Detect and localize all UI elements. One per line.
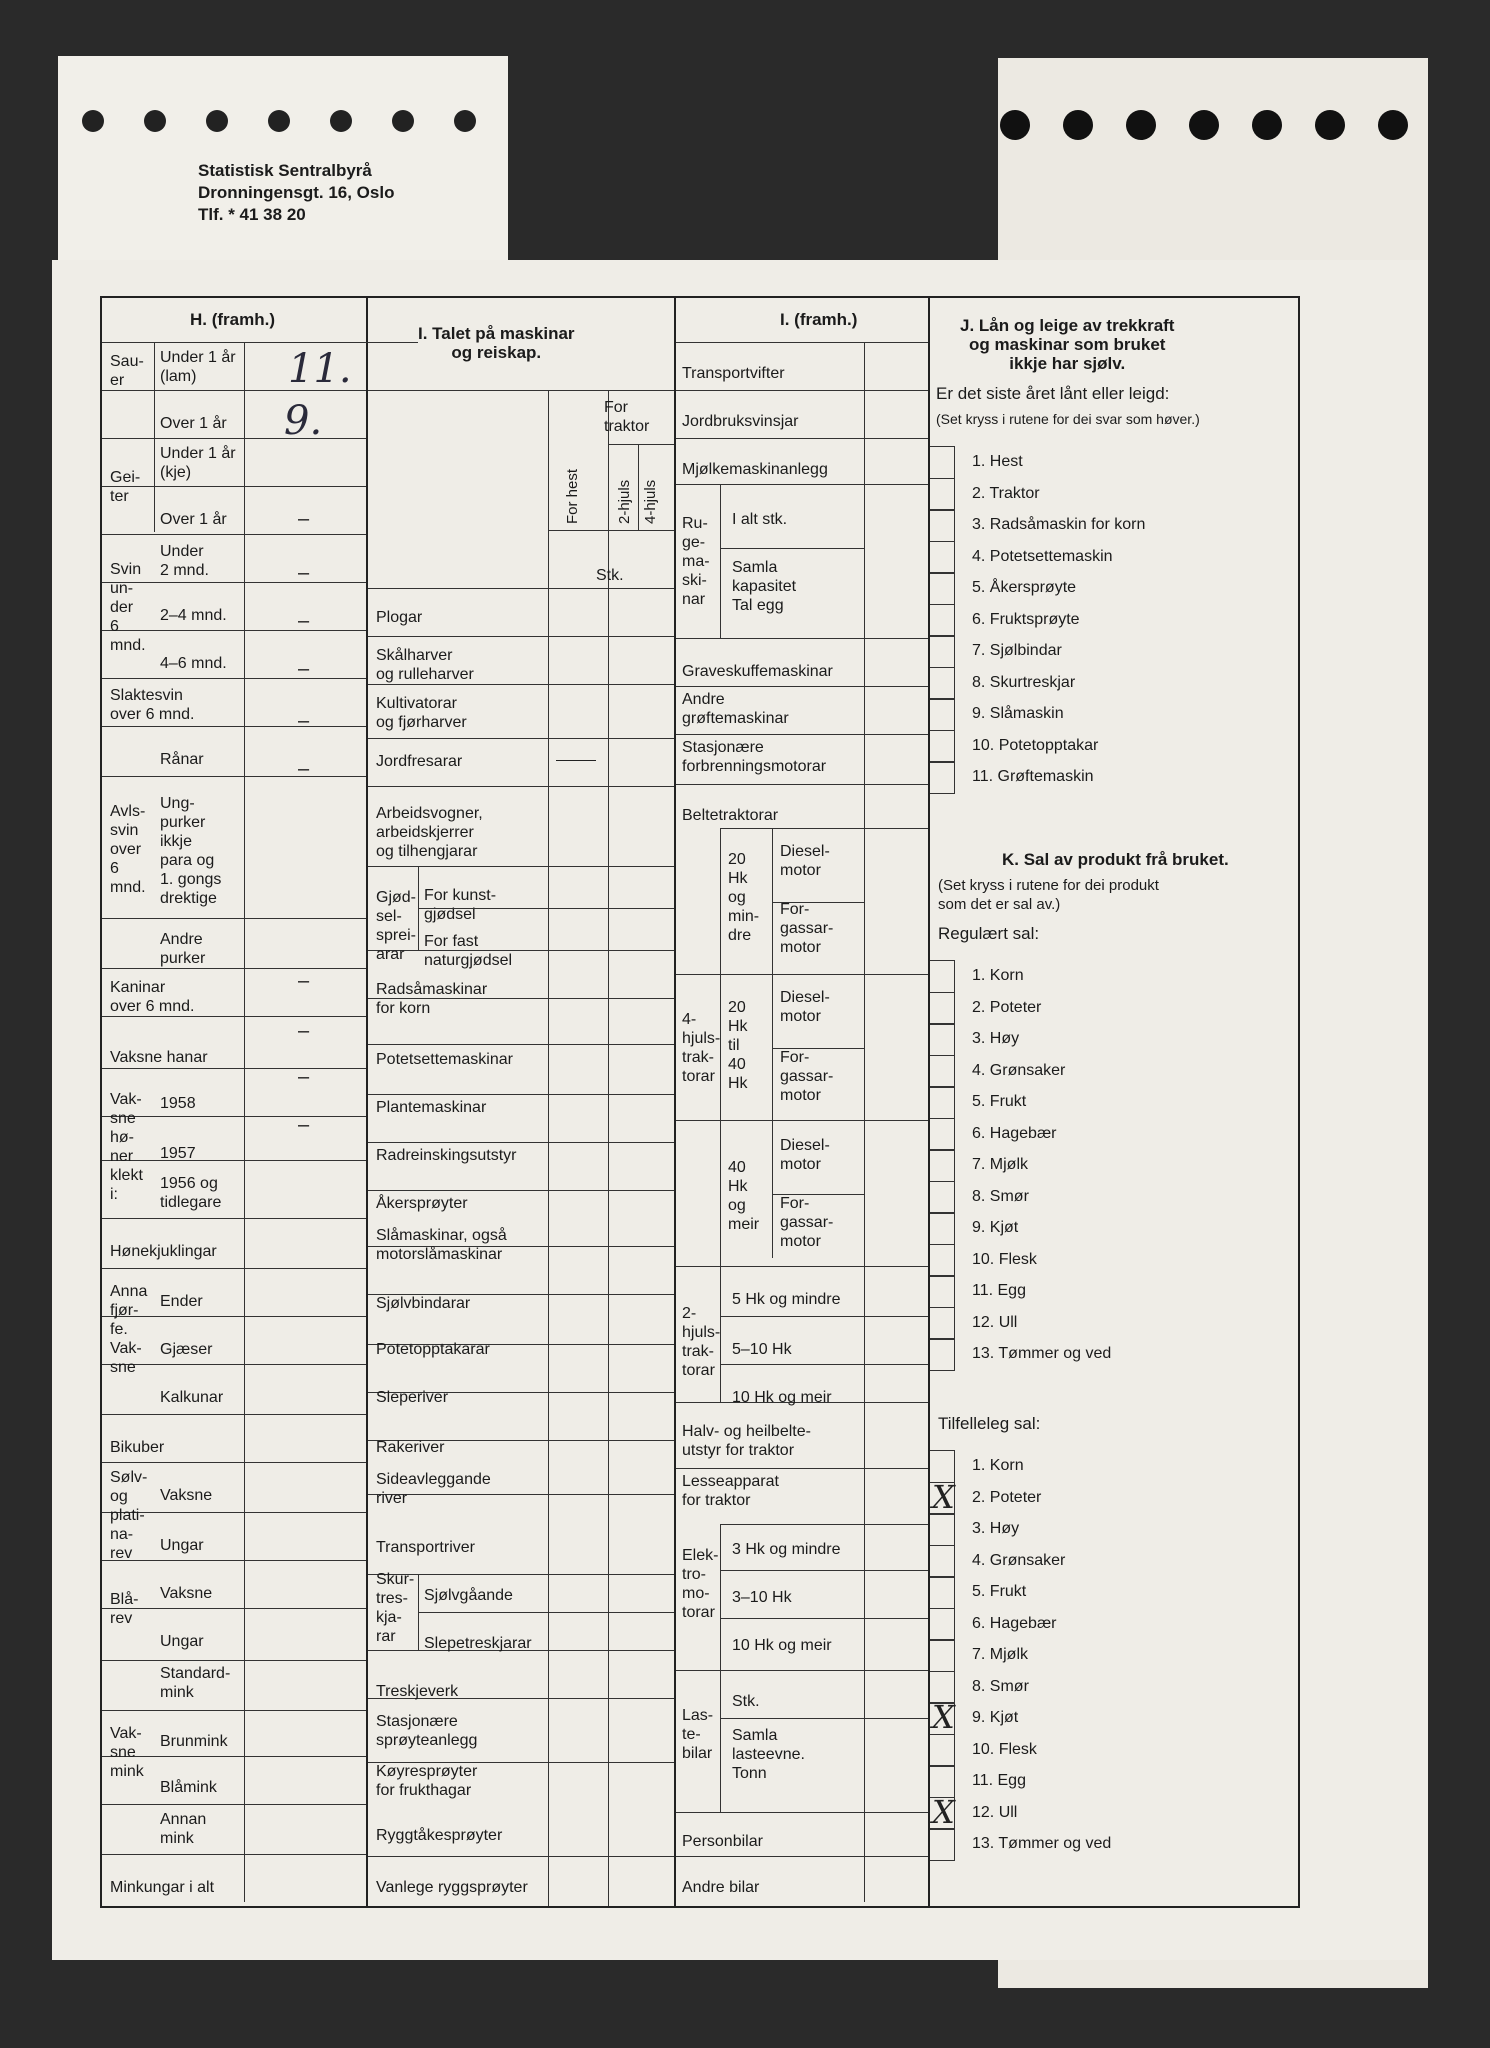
label-kaninar: Kaninar over 6 mnd. <box>110 979 195 1015</box>
label-k-occasional-12: 12. Ull <box>972 1803 1018 1821</box>
label-hoener: Vak- sne hø- ner klekt i: <box>110 1091 143 1203</box>
label-personbilar: Personbilar <box>682 1833 763 1850</box>
label-k-occasional-2: 2. Poteter <box>972 1488 1042 1506</box>
row-divider <box>720 828 928 829</box>
label-blaamink: Blåmink <box>160 1779 217 1796</box>
label-4-hjuls: 4-hjuls <box>642 479 659 524</box>
label-j-8: 8. Skurtreskjar <box>972 673 1076 691</box>
label-for-traktor: For traktor <box>604 399 650 435</box>
label-k-occasional-5: 5. Frukt <box>972 1583 1027 1600</box>
label-k-regular-5: 5. Frukt <box>972 1093 1027 1110</box>
value-dash: – <box>298 562 310 584</box>
label-j-9: 9. Slåmaskin <box>972 705 1064 722</box>
label-raanar: Rånar <box>160 751 204 768</box>
label-solv-ungar: Ungar <box>160 1537 204 1554</box>
value-dash: – <box>298 508 310 530</box>
row-divider <box>102 1414 366 1415</box>
label-for-hest: For hest <box>564 468 581 524</box>
row-divider <box>102 534 366 535</box>
column-divider <box>720 484 721 638</box>
label-machine2-5: Slåmaskinar, også motorslåmaskinar <box>376 1227 507 1263</box>
row-divider <box>368 588 674 589</box>
label-machine2-7: Potetopptakarar <box>376 1341 490 1358</box>
label-k-regular-13: 13. Tømmer og ved <box>972 1345 1112 1362</box>
column-divider <box>154 342 155 532</box>
section-k-note: (Set kryss i rutene for dei produkt som det er sal av.) <box>938 877 1159 913</box>
stamp-phone: Tlf. * 41 38 20 <box>198 205 306 224</box>
row-divider <box>102 1710 366 1711</box>
label-blaa-ungar: Ungar <box>160 1633 204 1650</box>
label-solv-vaksne: Vaksne <box>160 1487 213 1504</box>
label-machine2-10: Sideavleggande river <box>376 1471 491 1507</box>
label-k-occasional-6: 6. Hagebær <box>972 1614 1057 1632</box>
label-avlssvin: Avls- svin over 6 mnd. <box>110 803 146 896</box>
punch-holes-right <box>1000 110 1441 140</box>
punch-hole <box>1126 110 1156 140</box>
row-divider <box>102 1854 366 1855</box>
label-solvrev: Sølv- og plati- na- rev <box>110 1469 148 1562</box>
label-machine3-3: Ryggtåkesprøyter <box>376 1827 503 1844</box>
label-machine-1: Skålharver og rulleharver <box>376 647 474 683</box>
checkbox-k-occasional-6[interactable] <box>930 1608 955 1641</box>
label-k-occasional-7: 7. Mjølk <box>972 1646 1028 1663</box>
checkbox-k-regular-6[interactable] <box>930 1118 955 1151</box>
row-divider <box>368 684 674 685</box>
label-hk-3-10: 3–10 Hk <box>732 1589 792 1606</box>
punch-holes-left <box>82 110 516 132</box>
label-machine-0: Plogar <box>376 609 423 626</box>
row-divider <box>418 908 674 909</box>
checkbox-k-regular-2[interactable] <box>930 992 955 1025</box>
check-mark: X <box>932 1477 955 1516</box>
label-slaktesvin: Slaktesvin over 6 mnd. <box>110 687 195 723</box>
column-divider <box>548 390 549 1906</box>
label-machine2-8: Sleperiver <box>376 1389 449 1406</box>
label-beltetraktorar: Beltetraktorar <box>682 807 779 824</box>
row-divider <box>548 530 674 531</box>
label-lesseapparat: Lesseapparat for traktor <box>682 1473 779 1509</box>
row-divider <box>772 1194 864 1195</box>
label-stk: Stk. <box>596 567 624 584</box>
label-transportvifter: Transportvifter <box>682 365 785 382</box>
row-divider <box>102 968 366 969</box>
row-divider <box>368 1142 674 1143</box>
label-skurtreskjarar: Skur- tres- kja- rar <box>376 1571 415 1645</box>
row-divider <box>102 1016 366 1017</box>
label-svin-4-6: 4–6 mnd. <box>160 655 227 672</box>
value-dash: – <box>298 658 310 680</box>
label-for-kunstgjodsel: For kunst- gjødsel <box>424 887 497 923</box>
value-dash: – <box>298 1066 310 1088</box>
label-bikuber: Bikuber <box>110 1439 165 1456</box>
checkbox-k-occasional-3[interactable] <box>930 1513 955 1546</box>
label-j-2: 2. Traktor <box>972 484 1040 502</box>
punch-hole <box>1252 110 1282 140</box>
label-j-3: 3. Radsåmaskin for korn <box>972 516 1146 533</box>
punch-hole <box>1315 110 1345 140</box>
value-dash: – <box>298 758 310 780</box>
label-anna-fjorfe: Anna fjør- fe. Vak- sne <box>110 1283 148 1376</box>
section-j-header: J. Lån og leige av trekkraft og maskinar som bruket ikkje har sjølv. <box>960 316 1175 373</box>
checkbox-j-3[interactable] <box>930 509 955 542</box>
label-hoenekjuklingar: Hønekjuklingar <box>110 1243 217 1260</box>
header-divider <box>676 342 928 343</box>
label-geiter: Gei- ter <box>110 469 141 505</box>
label-machine2-1: Potetsettemaskinar <box>376 1051 513 1068</box>
checkbox-k-regular-1[interactable] <box>930 960 955 993</box>
label-k-regular-10: 10. Flesk <box>972 1250 1037 1268</box>
section-i-continued <box>676 298 928 1906</box>
checkbox-k-regular-5[interactable] <box>930 1086 955 1119</box>
label-for-naturgjodsel: For fast naturgjødsel <box>424 933 513 969</box>
label-vaksne-hanar: Vaksne hanar <box>110 1049 208 1066</box>
label-motor-0: Diesel- motor <box>780 843 830 879</box>
punch-hole <box>1378 110 1408 140</box>
punch-hole <box>144 110 166 132</box>
checkbox-k-occasional-10[interactable] <box>930 1734 955 1767</box>
value-dash: – <box>298 710 310 732</box>
label-blaarev: Blå- rev <box>110 1591 139 1627</box>
label-k-occasional-9: 9. Kjøt <box>972 1709 1019 1726</box>
checkbox-k-regular-4[interactable] <box>930 1055 955 1088</box>
section-j-k <box>930 298 1298 1906</box>
label-k-regular-4: 4. Grønsaker <box>972 1061 1066 1079</box>
label-sau-under-1: Under 1 år (lam) <box>160 349 236 385</box>
row-divider <box>676 1468 928 1469</box>
label-j-5: 5. Åkersprøyte <box>972 579 1077 596</box>
label-lastebilar: Las- te- bilar <box>682 1707 714 1762</box>
row-divider <box>676 1120 928 1121</box>
checkbox-j-5[interactable] <box>930 572 955 605</box>
section-h <box>102 298 366 1906</box>
label-i-alt-stk: I alt stk. <box>732 511 788 528</box>
value-sau-over-1: 9. <box>284 398 323 444</box>
punch-hole <box>1000 110 1030 140</box>
row-divider <box>676 1670 928 1671</box>
label-occasional-sale: Tilfelleleg sal: <box>938 1414 1041 1433</box>
row-divider <box>720 548 864 549</box>
label-ungpurker: Ung- purker ikkje para og 1. gongs drektige <box>160 795 222 907</box>
label-k-regular-2: 2. Poteter <box>972 998 1042 1016</box>
label-machine3-4: Vanlege ryggsprøyter <box>376 1879 528 1896</box>
label-andre-grofte: Andre grøftemaskinar <box>682 691 789 727</box>
label-mink: Vak- sne mink <box>110 1725 144 1780</box>
label-machine3-0: Treskjeverk <box>376 1683 459 1700</box>
label-stasjonaere: Stasjonære forbrenningsmotorar <box>682 739 827 775</box>
punch-hole <box>1189 110 1219 140</box>
label-andre-purker: Andre purker <box>160 931 206 967</box>
checkbox-j-6[interactable] <box>930 604 955 637</box>
row-divider <box>368 866 674 867</box>
value-dash: – <box>298 1020 310 1042</box>
row-divider <box>676 1856 928 1857</box>
punch-hole <box>454 110 476 132</box>
label-svin: Svin un- der 6 mnd. <box>110 561 146 654</box>
row-divider <box>720 1718 928 1719</box>
label-sauer: Sau- er <box>110 353 144 389</box>
row-divider <box>676 686 928 687</box>
label-hk-40: 40 Hk og meir <box>728 1159 760 1233</box>
label-k-regular-1: 1. Korn <box>972 967 1024 984</box>
label-k-occasional-10: 10. Flesk <box>972 1740 1037 1758</box>
label-4-hjuls-traktorar: 4- hjuls- trak- torar <box>682 1011 721 1085</box>
label-k-regular-12: 12. Ull <box>972 1313 1018 1331</box>
row-divider <box>102 1660 366 1661</box>
label-machine2-3: Radreinskingsutstyr <box>376 1147 517 1164</box>
checkbox-k-regular-9[interactable] <box>930 1212 955 1245</box>
label-regular-sale: Regulært sal: <box>938 924 1040 943</box>
label-svin-2-4: 2–4 mnd. <box>160 607 227 624</box>
row-divider <box>720 1618 928 1619</box>
header-divider <box>368 390 674 391</box>
label-hk-10: 10 Hk og meir <box>732 1389 832 1406</box>
row-divider <box>102 1268 366 1269</box>
check-mark: X <box>932 1698 955 1736</box>
row-divider <box>418 1612 674 1613</box>
label-annan-mink: Annan mink <box>160 1811 207 1847</box>
checkbox-j-10[interactable] <box>930 730 955 763</box>
checkbox-j-1[interactable] <box>930 446 955 479</box>
row-divider <box>102 1462 366 1463</box>
label-ender: Ender <box>160 1293 203 1310</box>
label-gei-over-1: Over 1 år <box>160 511 227 528</box>
row-divider <box>102 1218 366 1219</box>
label-k-regular-11: 11. Egg <box>972 1282 1026 1299</box>
label-sau-over-1: Over 1 år <box>160 415 227 432</box>
row-divider <box>772 902 864 903</box>
checkbox-j-7[interactable] <box>930 635 955 668</box>
label-sjolvgaande: Sjølvgåande <box>424 1587 513 1604</box>
label-stk-bil: Stk. <box>732 1693 760 1710</box>
label-hk-10b: 10 Hk og meir <box>732 1637 832 1654</box>
row-divider <box>676 390 928 391</box>
label-blaa-vaksne: Vaksne <box>160 1585 213 1602</box>
label-kalkunar: Kalkunar <box>160 1389 224 1406</box>
label-mjolkemaskin: Mjølkemaskinanlegg <box>682 461 828 478</box>
label-brunmink: Brunmink <box>160 1733 228 1750</box>
stamp-address: Dronningensgt. 16, Oslo <box>198 183 395 202</box>
label-machine3-1: Stasjonære sprøyteanlegg <box>376 1713 478 1749</box>
label-motor-4: Diesel- motor <box>780 1137 830 1173</box>
row-divider <box>676 784 928 785</box>
row-divider <box>720 1524 928 1525</box>
label-k-occasional-3: 3. Høy <box>972 1520 1020 1537</box>
row-divider <box>368 1094 674 1095</box>
row-divider <box>368 1190 674 1191</box>
checkbox-k-regular-11[interactable] <box>930 1275 955 1308</box>
punch-hole <box>82 110 104 132</box>
section-i-continued-header: I. (framh.) <box>780 310 858 329</box>
label-hk-5-10: 5–10 Hk <box>732 1341 792 1358</box>
label-machine2-11: Transportriver <box>376 1539 475 1556</box>
row-divider <box>720 1316 928 1317</box>
row-divider <box>676 734 928 735</box>
label-svin-under-2: Under 2 mnd. <box>160 543 209 579</box>
label-samla-lasteevne: Samla lasteevne. Tonn <box>732 1727 805 1782</box>
label-k-regular-9: 9. Kjøt <box>972 1219 1019 1236</box>
punch-hole <box>392 110 414 132</box>
checkbox-k-regular-7[interactable] <box>930 1149 955 1182</box>
row-divider <box>676 1266 928 1267</box>
value-dash: – <box>298 970 310 992</box>
label-machine2-4: Åkersprøyter <box>376 1195 468 1212</box>
label-machine-2: Kultivatorar og fjørharver <box>376 695 467 731</box>
label-k-regular-8: 8. Smør <box>972 1187 1029 1205</box>
label-k-occasional-8: 8. Smør <box>972 1677 1029 1695</box>
checkbox-j-2[interactable] <box>930 478 955 511</box>
label-k-occasional-11: 11. Egg <box>972 1772 1026 1789</box>
section-k-header: K. Sal av produkt frå bruket. <box>1002 850 1229 869</box>
label-j-1: 1. Hest <box>972 453 1023 470</box>
label-hk-20: 20 Hk og min- dre <box>728 851 760 944</box>
label-motor-1: For- gassar- motor <box>780 901 834 956</box>
checkbox-j-4[interactable] <box>930 541 955 574</box>
row-divider <box>368 636 674 637</box>
checkbox-j-11[interactable] <box>930 761 955 794</box>
checkbox-k-regular-13[interactable] <box>930 1338 955 1371</box>
row-divider <box>368 786 674 787</box>
row-divider <box>676 638 928 639</box>
column-divider <box>608 390 609 1906</box>
label-minkungar: Minkungar i alt <box>110 1879 215 1896</box>
label-motor-2: Diesel- motor <box>780 989 830 1025</box>
column-divider <box>720 1266 721 1402</box>
row-divider <box>720 1364 928 1365</box>
label-jordbruksvinsjar: Jordbruksvinsjar <box>682 413 799 430</box>
label-2-hjuls: 2-hjuls <box>616 479 633 524</box>
label-motor-3: For- gassar- motor <box>780 1049 834 1104</box>
label-hk-20-40: 20 Hk til 40 Hk <box>728 999 748 1092</box>
label-j-4: 4. Potetsettemaskin <box>972 547 1113 565</box>
punch-hole <box>268 110 290 132</box>
value-dash: – <box>298 610 310 632</box>
section-i <box>368 298 674 1906</box>
row-divider <box>608 444 674 445</box>
label-gjaeser: Gjæser <box>160 1341 213 1358</box>
label-machine3-2: Køyresprøyter for frukthagar <box>376 1763 478 1799</box>
row-divider <box>676 974 928 975</box>
checkbox-k-regular-12[interactable] <box>930 1307 955 1340</box>
label-j-11: 11. Grøftemaskin <box>972 768 1094 785</box>
label-hk-5: 5 Hk og mindre <box>732 1291 841 1308</box>
row-divider <box>676 484 928 485</box>
label-elektromotorar: Elek- tro- mo- torar <box>682 1547 719 1621</box>
row-divider <box>772 1048 864 1049</box>
label-slepetreskjarar: Slepetreskjarar <box>424 1635 532 1652</box>
column-divider <box>244 342 245 1902</box>
row-divider <box>102 776 366 777</box>
section-i-header: I. Talet på maskinar og reiskap. <box>418 324 575 362</box>
census-form <box>100 296 1300 1908</box>
row-divider <box>368 738 674 739</box>
label-gei-under-1: Under 1 år (kje) <box>160 445 236 481</box>
label-machine2-6: Sjølvbindarar <box>376 1295 471 1312</box>
label-k-occasional-4: 4. Grønsaker <box>972 1551 1066 1569</box>
checkbox-k-occasional-7[interactable] <box>930 1639 955 1672</box>
punch-hole <box>206 110 228 132</box>
row-divider <box>102 438 366 439</box>
checkbox-j-9[interactable] <box>930 698 955 731</box>
check-mark: X <box>932 1792 955 1831</box>
label-rugemaskinar: Ru- ge- ma- ski- nar <box>682 515 710 608</box>
checkbox-k-occasional-5[interactable] <box>930 1576 955 1609</box>
row-divider <box>102 1608 366 1609</box>
label-machine2-2: Plantemaskinar <box>376 1099 487 1116</box>
row-divider <box>676 438 928 439</box>
checkbox-k-occasional-13[interactable] <box>930 1828 955 1861</box>
label-hk-3: 3 Hk og mindre <box>732 1541 841 1558</box>
row-divider <box>102 1804 366 1805</box>
checkbox-k-regular-10[interactable] <box>930 1244 955 1277</box>
row-divider <box>102 726 366 727</box>
label-machine-4: Arbeidsvogner, arbeidskjerrer og tilhengjarar <box>376 805 483 860</box>
row-divider <box>676 1812 928 1813</box>
label-j-10: 10. Potetopptakar <box>972 736 1099 754</box>
label-machine2-9: Rakeriver <box>376 1439 445 1456</box>
value-sau-under-1: 11. <box>288 346 352 392</box>
checkbox-k-occasional-4[interactable] <box>930 1545 955 1578</box>
label-2-hjuls-traktorar: 2- hjuls- trak- torar <box>682 1305 721 1379</box>
label-k-regular-7: 7. Mjølk <box>972 1156 1028 1173</box>
label-k-occasional-1: 1. Korn <box>972 1457 1024 1474</box>
label-motor-5: For- gassar- motor <box>780 1195 834 1250</box>
punch-hole <box>1063 110 1093 140</box>
row-divider <box>368 1856 674 1857</box>
row-divider <box>102 1068 366 1069</box>
label-standardmink: Standard- mink <box>160 1665 231 1701</box>
section-h-header: H. (framh.) <box>190 310 275 329</box>
dash-line <box>556 760 596 761</box>
value-dash: – <box>298 1114 310 1136</box>
sender-stamp <box>198 160 394 226</box>
label-k-regular-3: 3. Høy <box>972 1030 1020 1047</box>
label-1956: 1956 og tidlegare <box>160 1175 222 1211</box>
label-machine2-0: Radsåmaskinar for korn <box>376 981 488 1017</box>
label-samla-kapasitet: Samla kapasitet Tal egg <box>732 559 797 614</box>
column-divider <box>720 1524 721 1812</box>
punch-hole <box>330 110 352 132</box>
stamp-name: Statistisk Sentralbyrå <box>198 161 372 180</box>
column-divider <box>864 342 865 1902</box>
row-divider <box>720 1570 928 1571</box>
label-andre-bilar: Andre bilar <box>682 1879 760 1896</box>
label-k-occasional-13: 13. Tømmer og ved <box>972 1835 1112 1852</box>
row-divider <box>102 486 366 487</box>
checkbox-k-regular-3[interactable] <box>930 1023 955 1056</box>
label-gjodselspreiarar: Gjød- sel- sprei- arar <box>376 889 417 963</box>
label-j-6: 6. Fruktsprøyte <box>972 610 1080 628</box>
label-1958: 1958 <box>160 1095 196 1112</box>
section-j-note: (Set kryss i rutene for dei svar som høver.) <box>936 411 1200 427</box>
column-divider <box>638 444 639 530</box>
label-graveskuffe: Graveskuffemaskinar <box>682 663 833 680</box>
row-divider <box>368 1044 674 1045</box>
label-1957: 1957 <box>160 1145 196 1162</box>
label-j-7: 7. Sjølbindar <box>972 642 1062 659</box>
row-divider <box>102 678 366 679</box>
row-divider <box>102 918 366 919</box>
label-k-regular-6: 6. Hagebær <box>972 1124 1057 1142</box>
section-j-question: Er det siste året lånt eller leigd: <box>936 384 1170 403</box>
checkbox-j-8[interactable] <box>930 667 955 700</box>
checkbox-k-regular-8[interactable] <box>930 1181 955 1214</box>
label-halv-heilbelte: Halv- og heilbelte- utstyr for traktor <box>682 1423 811 1459</box>
label-machine-3: Jordfresarar <box>376 753 463 770</box>
